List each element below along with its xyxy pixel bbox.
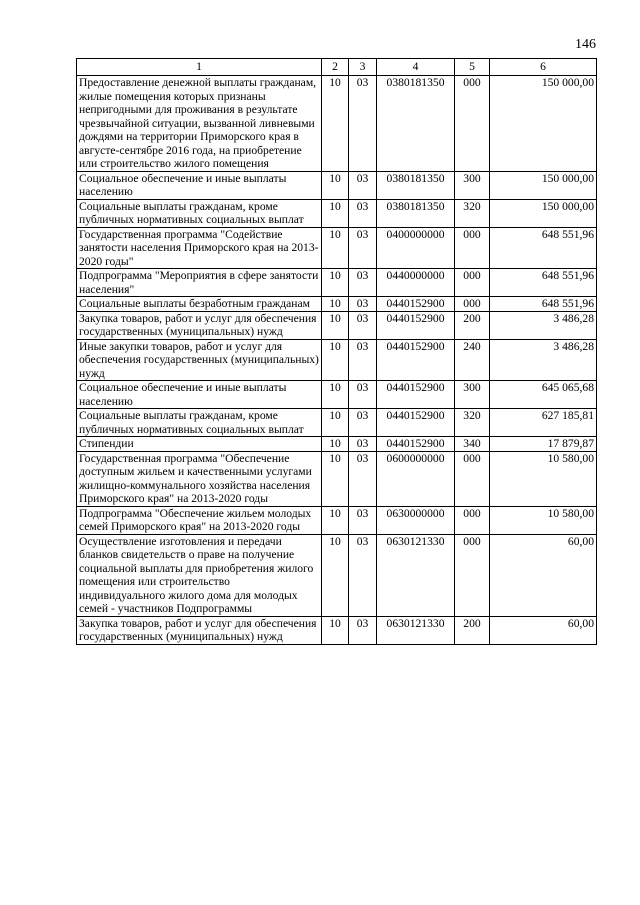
table-row	[77, 451, 597, 506]
table-row	[77, 534, 597, 616]
header-cell-5: 5	[455, 59, 490, 76]
row-subsection: 03	[349, 409, 377, 437]
row-amount: 648 551,96	[490, 269, 597, 297]
row-target-code: 0440152900	[377, 437, 455, 452]
row-target-code: 0380181350	[377, 76, 455, 172]
row-target-code: 0600000000	[377, 451, 455, 506]
row-name: Закупка товаров, работ и услуг для обеспечения государственных (муниципальных) нужд	[77, 311, 322, 339]
row-expense-type: 300	[455, 171, 490, 199]
row-target-code: 0440152900	[377, 311, 455, 339]
row-target-code: 0630000000	[377, 506, 455, 534]
row-expense-type: 000	[455, 451, 490, 506]
row-section: 10	[322, 534, 349, 616]
row-target-code: 0380181350	[377, 171, 455, 199]
row-amount: 10 580,00	[490, 506, 597, 534]
row-expense-type: 340	[455, 437, 490, 452]
row-amount: 60,00	[490, 616, 597, 644]
table-row	[77, 227, 597, 269]
row-name: Закупка товаров, работ и услуг для обеспечения государственных (муниципальных) нужд	[77, 616, 322, 644]
table-row	[77, 297, 597, 312]
table-row	[77, 199, 597, 227]
table-row	[77, 311, 597, 339]
table-row	[77, 437, 597, 452]
row-section: 10	[322, 339, 349, 381]
row-section: 10	[322, 311, 349, 339]
row-target-code: 0440000000	[377, 269, 455, 297]
row-target-code: 0380181350	[377, 199, 455, 227]
row-target-code: 0440152900	[377, 381, 455, 409]
row-name: Социальные выплаты безработным гражданам	[77, 297, 322, 312]
header-cell-6: 6	[490, 59, 597, 76]
row-amount: 645 065,68	[490, 381, 597, 409]
row-expense-type: 320	[455, 199, 490, 227]
row-amount: 3 486,28	[490, 311, 597, 339]
row-target-code: 0440152900	[377, 339, 455, 381]
row-subsection: 03	[349, 616, 377, 644]
header-cell-2: 2	[322, 59, 349, 76]
row-amount: 648 551,96	[490, 297, 597, 312]
header-cell-4: 4	[377, 59, 455, 76]
row-section: 10	[322, 437, 349, 452]
table-row	[77, 76, 597, 172]
row-expense-type: 200	[455, 616, 490, 644]
table-row	[77, 506, 597, 534]
table-row	[77, 339, 597, 381]
row-target-code: 0440152900	[377, 409, 455, 437]
row-amount: 10 580,00	[490, 451, 597, 506]
table-row	[77, 381, 597, 409]
row-expense-type: 240	[455, 339, 490, 381]
row-section: 10	[322, 506, 349, 534]
row-subsection: 03	[349, 534, 377, 616]
row-section: 10	[322, 409, 349, 437]
table-row	[77, 269, 597, 297]
budget-table	[76, 58, 597, 645]
header-row	[77, 59, 597, 76]
row-subsection: 03	[349, 381, 377, 409]
row-section: 10	[322, 199, 349, 227]
row-subsection: 03	[349, 339, 377, 381]
row-target-code: 0630121330	[377, 534, 455, 616]
row-subsection: 03	[349, 311, 377, 339]
row-name: Социальные выплаты гражданам, кроме публичных нормативных социальных выплат	[77, 199, 322, 227]
row-section: 10	[322, 269, 349, 297]
row-expense-type: 300	[455, 381, 490, 409]
row-amount: 3 486,28	[490, 339, 597, 381]
row-amount: 150 000,00	[490, 171, 597, 199]
table-row	[77, 171, 597, 199]
row-amount: 17 879,87	[490, 437, 597, 452]
row-expense-type: 000	[455, 297, 490, 312]
row-name: Социальное обеспечение и иные выплаты населению	[77, 171, 322, 199]
row-expense-type: 000	[455, 76, 490, 172]
row-amount: 627 185,81	[490, 409, 597, 437]
row-expense-type: 320	[455, 409, 490, 437]
header-cell-3: 3	[349, 59, 377, 76]
row-subsection: 03	[349, 297, 377, 312]
row-subsection: 03	[349, 76, 377, 172]
row-target-code: 0400000000	[377, 227, 455, 269]
row-section: 10	[322, 451, 349, 506]
row-section: 10	[322, 616, 349, 644]
row-subsection: 03	[349, 451, 377, 506]
row-subsection: 03	[349, 437, 377, 452]
row-subsection: 03	[349, 269, 377, 297]
row-name: Социальное обеспечение и иные выплаты населению	[77, 381, 322, 409]
row-expense-type: 000	[455, 506, 490, 534]
row-name: Иные закупки товаров, работ и услуг для обеспечения государственных (муниципальных) нужд	[77, 339, 322, 381]
table-row	[77, 409, 597, 437]
row-expense-type: 000	[455, 227, 490, 269]
row-subsection: 03	[349, 506, 377, 534]
row-name: Социальные выплаты гражданам, кроме публичных нормативных социальных выплат	[77, 409, 322, 437]
row-name: Осуществление изготовления и передачи бланков свидетельств о праве на получение социальной выплаты для приобретения жилого помещения или строительство индивидуального жилого дома для молодых семей - участников Подпрограммы	[77, 534, 322, 616]
row-expense-type: 000	[455, 534, 490, 616]
row-expense-type: 000	[455, 269, 490, 297]
header-cell-1: 1	[77, 59, 322, 76]
row-subsection: 03	[349, 227, 377, 269]
row-subsection: 03	[349, 171, 377, 199]
row-amount: 150 000,00	[490, 76, 597, 172]
table-row	[77, 616, 597, 644]
row-target-code: 0440152900	[377, 297, 455, 312]
row-amount: 648 551,96	[490, 227, 597, 269]
row-amount: 150 000,00	[490, 199, 597, 227]
row-section: 10	[322, 76, 349, 172]
row-name: Подпрограмма "Обеспечение жильем молодых семей Приморского края" на 2013-2020 годы	[77, 506, 322, 534]
row-section: 10	[322, 297, 349, 312]
row-name: Государственная программа "Обеспечение доступным жильем и качественными услугами жилищно-коммунального хозяйства населения Приморского края" на 2013-2020 годы	[77, 451, 322, 506]
row-name: Предоставление денежной выплаты гражданам, жилые помещения которых признаны непригодными для проживания в результате чрезвычайной ситуации, вызванной ливневыми дождями на территории Приморского края в августе-сентябре 2016 года, на приобретение или строительство жилого помещения	[77, 76, 322, 172]
row-name: Подпрограмма "Мероприятия в сфере занятости населения"	[77, 269, 322, 297]
row-section: 10	[322, 171, 349, 199]
row-target-code: 0630121330	[377, 616, 455, 644]
row-subsection: 03	[349, 199, 377, 227]
row-expense-type: 200	[455, 311, 490, 339]
row-name: Государственная программа "Содействие занятости населения Приморского края на 2013-2020 годы"	[77, 227, 322, 269]
row-name: Стипендии	[77, 437, 322, 452]
row-section: 10	[322, 381, 349, 409]
page-number: 146	[575, 37, 596, 52]
row-amount: 60,00	[490, 534, 597, 616]
row-section: 10	[322, 227, 349, 269]
